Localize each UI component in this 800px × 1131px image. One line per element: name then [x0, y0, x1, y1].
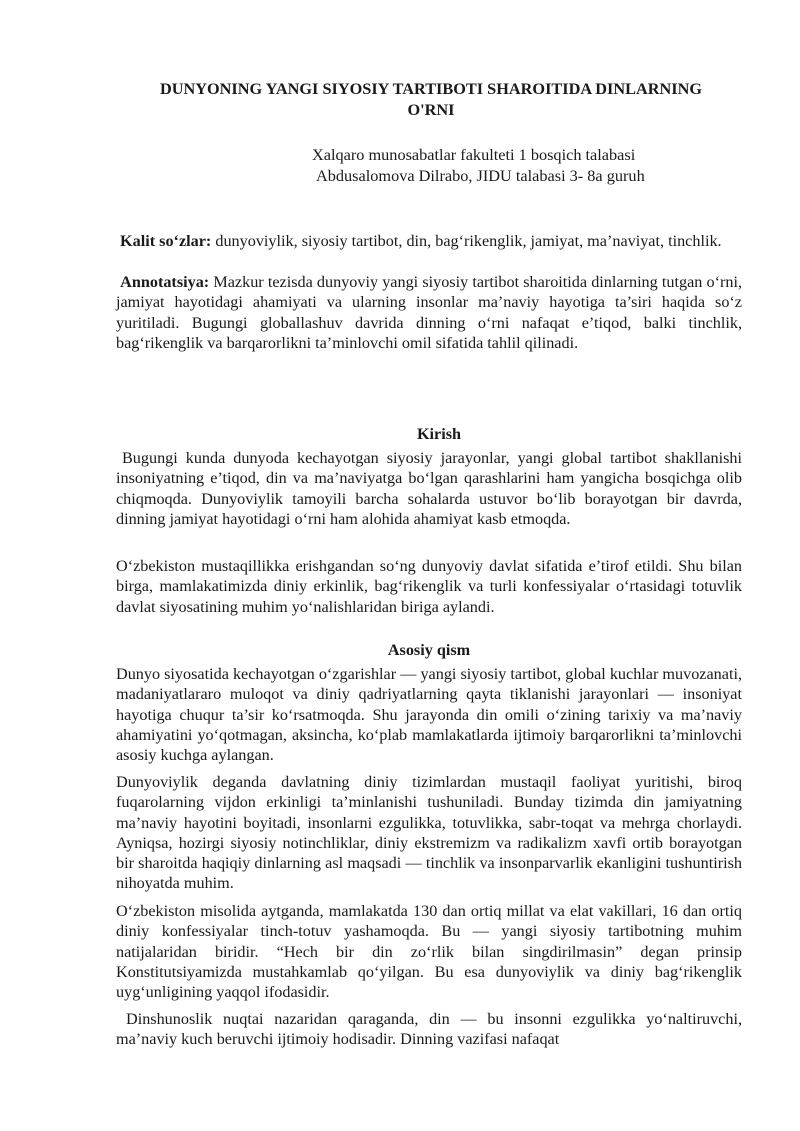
author-line-2: Abdusalomova Dilrabo, JIDU talabasi 3- 8a guruh [316, 166, 645, 185]
title-line-2: O'RNI [407, 100, 455, 119]
intro-paragraph-1: Bugungi kunda dunyoda kechayotgan siyosiy jarayonlar, yangi global tartibot shakllanishi insoniyatning e’tiqod, din va ma’naviyatga bo‘lgan qarashlarini ham yangicha bosqichga olib chiqmoqda. Dunyoviylik tamoyili barcha sohalarda ustuvor bo‘lib borayotgan bir davrda, dinning jamiyat hayotidagi o‘rni ham alohida ahamiyat kasb etmoqda. [116, 449, 742, 528]
keywords-label: Kalit so‘zlar: [120, 232, 212, 250]
keywords-paragraph [116, 231, 742, 251]
author-info [312, 144, 645, 186]
title-line-1: DUNYONING YANGI SIYOSIY TARTIBOTI SHAROITIDA DINLARNING [159, 79, 703, 98]
keywords-text: dunyoviylik, siyosiy tartibot, din, bag‘rikenglik, jamiyat, ma’naviyat, tinchlik. [211, 232, 722, 250]
heading-introduction: Kirish [416, 425, 462, 443]
intro-paragraph-2: O‘zbekiston mustaqillikka erishgandan so‘ng dunyoviy davlat sifatida e’tirof etildi. Shu bilan birga, mamlakatimizda diniy erkinlik, bag‘rikenglik va turli konfessiyalar o‘rtasidagi totuvlik davlat siyosatining muhim yo‘nalishlaridan biriga aylandi. [116, 557, 742, 616]
main-paragraph-2: Dunyoviylik deganda davlatning diniy tizimlardan mustaqil faoliyat yuritishi, biroq fuqarolarning vijdon erkinligi ta’minlanishi tushuniladi. Bunday tizimda din jamiyatning ma’naviy hayotini boyitadi, insonlarni ezgulikka, totuvlikka, sabr-toqat va mehrga chorlaydi. Ayniqsa, hozirgi siyosiy notinchliklar, diniy ekstremizm va radikalizm xavfi ortib borayotgan bir sharoitda haqiqiy dinlarning asl maqsadi — tinchlik va insonparvarlik ekanligini tushuntirish nihoyatda muhim. [116, 773, 742, 893]
heading-main-part: Asosiy qism [387, 641, 471, 659]
annotation-label: Annotatsiya: [120, 273, 210, 291]
main-paragraph-1: Dunyo siyosatida kechayotgan o‘zgarishlar — yangi siyosiy tartibot, global kuchlar muvozanati, madaniyatlararo muloqot va diniy qadriyatlarning qayta tiklanishi jarayonlari — insoniyat hayotiga chuqur ta’sir ko‘rsatmoqda. Shu jarayonda din omili o‘zining tarixiy va ma’naviy ahamiyatini yo‘qotmagan, aksincha, ko‘plab mamlakatlarda ijtimoiy barqarorlikni ta’minlovchi asosiy kuchga aylangan. [116, 665, 742, 765]
author-line-1: Xalqaro munosabatlar fakulteti 1 bosqich talabasi [312, 145, 636, 164]
document-title [116, 78, 746, 120]
main-paragraph-4: Dinshunoslik nuqtai nazaridan qaraganda, din — bu insonni ezgulikka yo‘naltiruvchi, ma’naviy kuch beruvchi ijtimoiy hodisadir. Dinning vazifasi nafaqat [116, 1010, 742, 1049]
annotation-paragraph [116, 272, 742, 353]
annotation-text: Mazkur tezisda dunyoviy yangi siyosiy tartibot sharoitida dinlarning tutgan o‘rni, jamiyat hayotidagi ahamiyati va ularning insonlar ma’naviy hayotiga ta’siri haqida so‘z yuritiladi. Bugungi globallashuv davrida dinning o‘rni nafaqat e’tiqod, balki tinchlik, bag‘rikenglik va barqarorlikni ta’minlovchi omil sifatida tahlil qilinadi. [116, 273, 743, 352]
main-paragraph-3: O‘zbekiston misolida aytganda, mamlakatda 130 dan ortiq millat va elat vakillari, 16 dan ortiq diniy konfessiyalar tinch-totuv yashamoqda. Bu — yangi siyosiy tartibotning muhim natijalaridan biridir. “Hech bir din zo‘rlik bilan singdirilmasin” degan prinsip Konstitutsiyamizda mustahkamlab qo‘yilgan. Bu esa dunyoviylik va diniy bag‘rikenglik uyg‘unligining yaqqol ifodasidir. [116, 902, 742, 1002]
